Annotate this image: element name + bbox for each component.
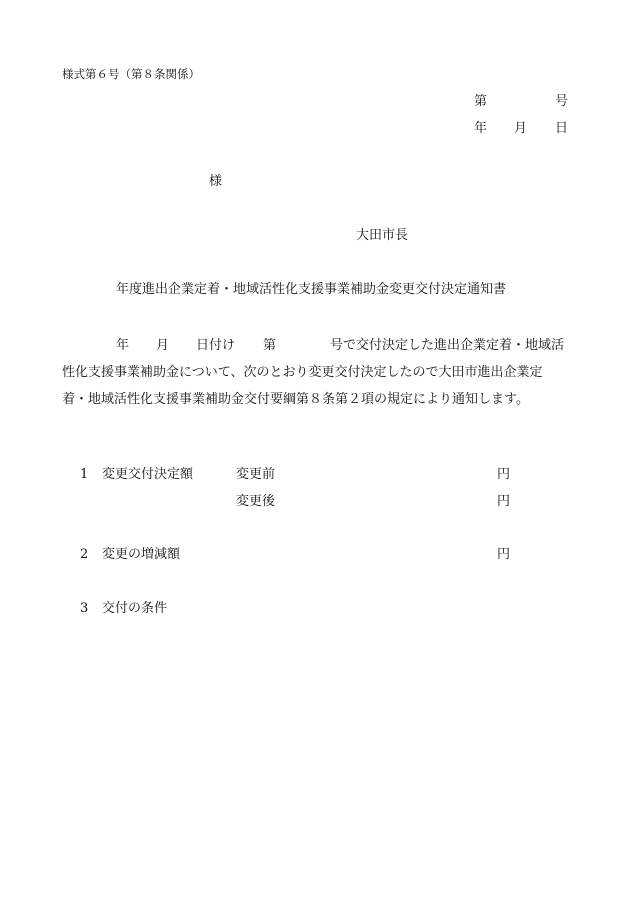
body-line-2: 性化支援事業補助金について、次のとおり変更交付決定したので大田市進出企業定 <box>62 365 543 380</box>
date-month: 月 <box>514 121 528 136</box>
body-paragraph <box>62 334 568 408</box>
body-month: 月 <box>156 338 170 353</box>
sender: 大田市長 <box>356 228 409 243</box>
item-2-unit: 円 <box>497 547 511 562</box>
item-1-number: 1 <box>80 467 89 482</box>
item-1-after-unit: 円 <box>497 494 511 509</box>
item-1-before-label: 変更前 <box>236 467 276 482</box>
item-1-label: 変更交付決定額 <box>102 467 194 482</box>
item-3-label: 交付の条件 <box>102 601 168 616</box>
item-1-before-unit: 円 <box>497 467 511 482</box>
date-year: 年 <box>474 121 488 136</box>
body-line-3: 着・地域活性化支援事業補助金交付要綱第８条第２項の規定により通知します。 <box>62 392 529 407</box>
item-2-label: 変更の増減額 <box>102 547 181 562</box>
addressee-honorific: 様 <box>209 174 223 189</box>
form-id: 様式第６号（第８条関係） <box>62 67 200 81</box>
item-2-number: 2 <box>80 547 89 562</box>
date-day: 日 <box>555 121 569 136</box>
body-line-1-rest: 号で交付決定した進出企業定着・地域活 <box>330 338 565 353</box>
doc-number-suffix: 号 <box>555 94 569 109</box>
body-year: 年 <box>116 338 130 353</box>
body-dated: 日付け <box>196 338 236 353</box>
doc-number-prefix: 第 <box>474 94 488 109</box>
item-3-number: 3 <box>80 601 89 616</box>
body-no: 第 <box>263 338 277 353</box>
document-title: 年度進出企業定着・地域活性化支援事業補助金変更交付決定通知書 <box>116 282 507 297</box>
item-1-after-label: 変更後 <box>236 494 276 509</box>
